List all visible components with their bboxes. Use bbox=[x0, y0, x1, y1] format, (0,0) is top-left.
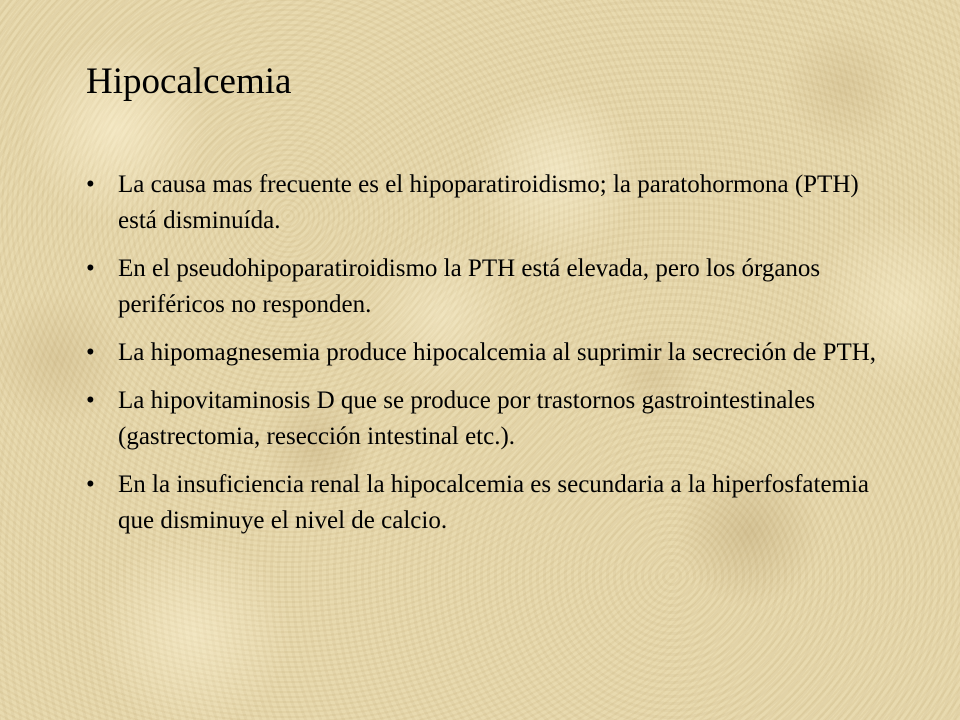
bullet-text: En la insuficiencia renal la hipocalcemia es secundaria a la hiperfosfatemia que disminuye el nivel de calcio. bbox=[118, 471, 870, 534]
bullet-list bbox=[86, 167, 886, 551]
bullet-text: En el pseudohipoparatiroidismo la PTH está elevada, pero los órganos periféricos no responden. bbox=[118, 255, 821, 318]
bullet-text: La hipovitaminosis D que se produce por trastornos gastrointestinales (gastrectomia, resección intestinal etc.). bbox=[118, 387, 816, 450]
bullet-item bbox=[86, 167, 886, 239]
bullet-item bbox=[86, 467, 886, 539]
bullet-marker: • bbox=[86, 171, 95, 198]
bullet-marker: • bbox=[86, 387, 95, 414]
bullet-marker: • bbox=[86, 471, 95, 498]
bullet-item bbox=[86, 251, 886, 323]
bullet-text: La hipomagnesemia produce hipocalcemia al suprimir la secreción de PTH, bbox=[118, 339, 877, 366]
bullet-item bbox=[86, 335, 886, 371]
bullet-marker: • bbox=[86, 339, 95, 366]
slide-title: Hipocalcemia bbox=[86, 61, 292, 102]
bullet-text: La causa mas frecuente es el hipoparatiroidismo; la paratohormona (PTH) está disminuída. bbox=[118, 171, 859, 234]
bullet-marker: • bbox=[86, 255, 95, 282]
bullet-item bbox=[86, 383, 886, 455]
